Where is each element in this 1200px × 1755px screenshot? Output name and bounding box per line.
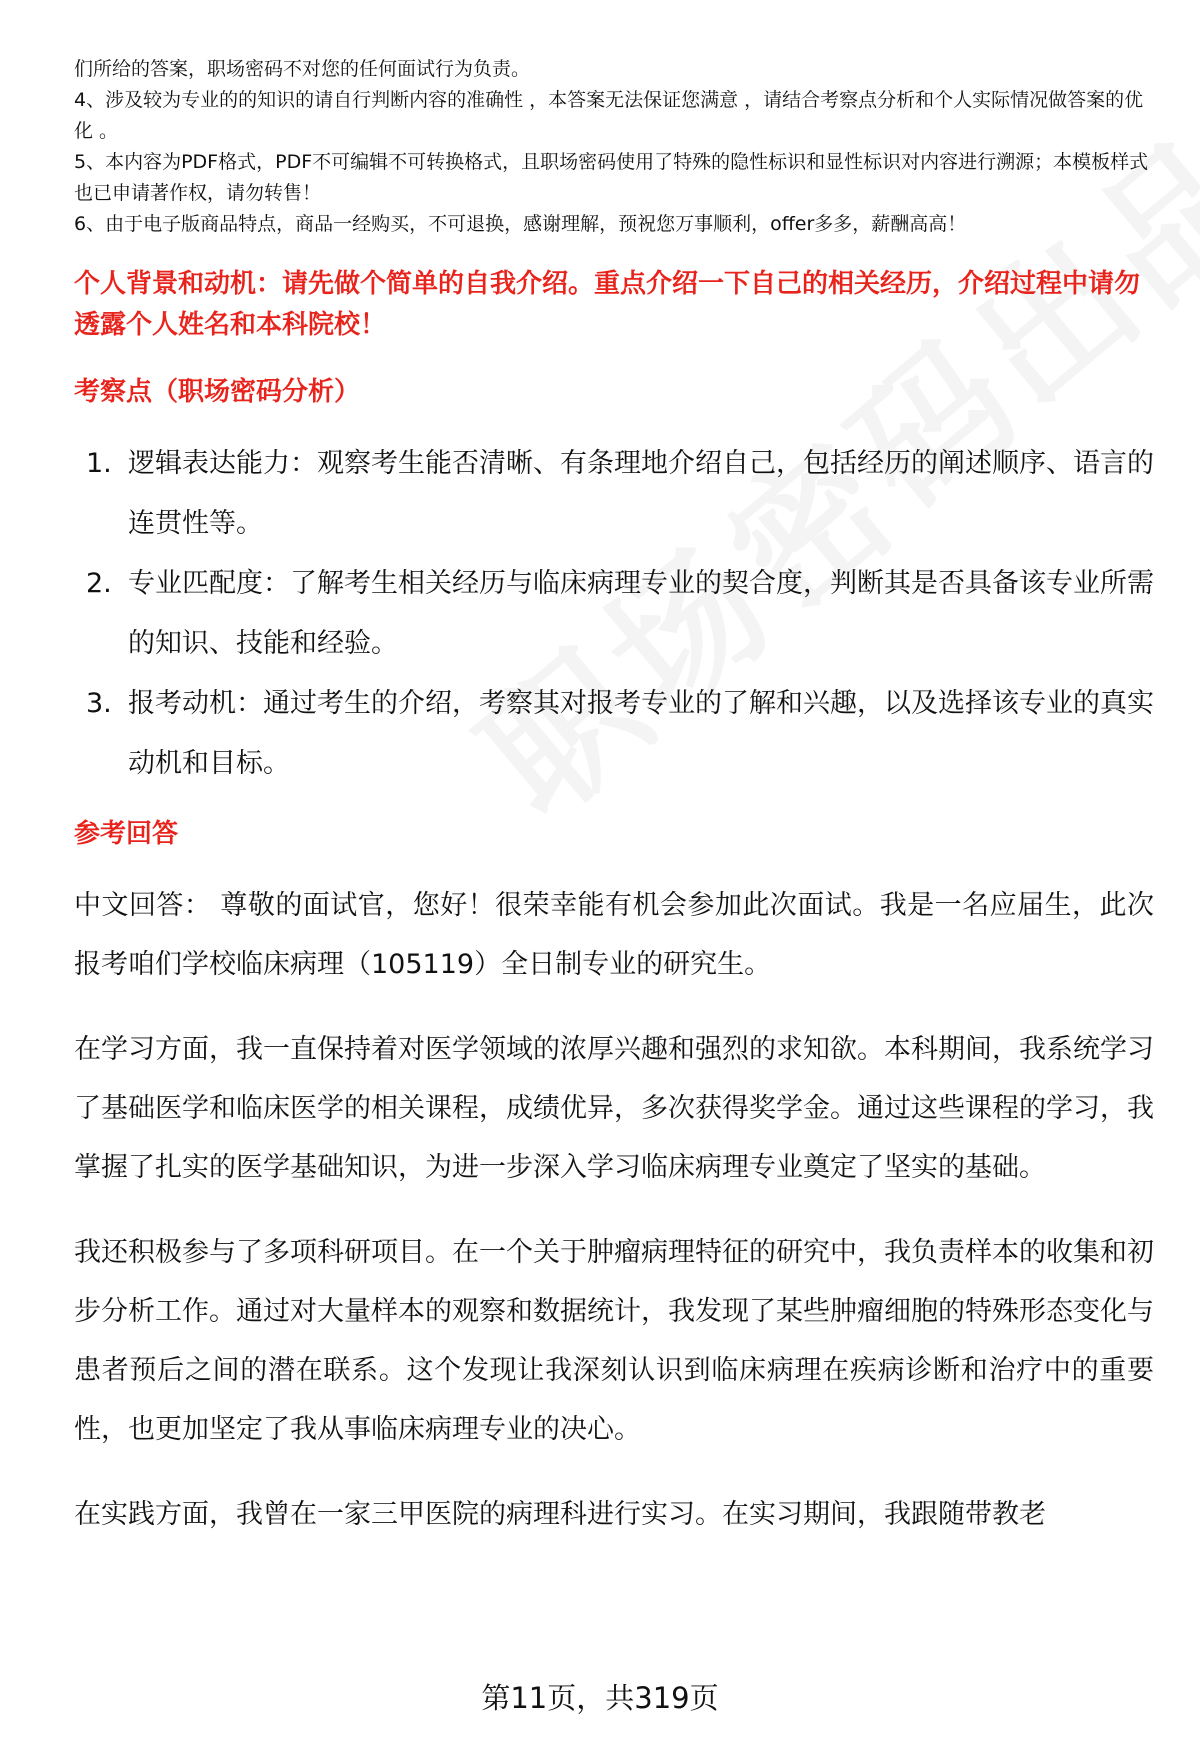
- note-line: 们所给的答案，职场密码不对您的任何面试行为负责。: [74, 58, 531, 80]
- note-line: 5、本内容为PDF格式，PDF不可编辑不可转换格式，且职场密码使用了特殊的隐性标识和显性标识对内容进行溯源；本模板样式也已申请著作权，请勿转售！: [74, 151, 1149, 204]
- notes-block: [74, 54, 1154, 240]
- note-line: 4、涉及较为专业的的知识的请自行判断内容的准确性 ，本答案无法保证您满意 ，请结合考察点分析和个人实际情况做答案的优化 。: [74, 89, 1144, 142]
- page-number-footer: 第11页，共319页: [481, 1681, 719, 1715]
- exam-point-item: [74, 434, 1154, 554]
- document-page: [74, 54, 1154, 1544]
- answer-paragraph: 在实践方面，我曾在一家三甲医院的病理科进行实习。在实习期间，我跟随带教老: [74, 1499, 1046, 1530]
- exam-point-text: 逻辑表达能力：观察考生能否清晰、有条理地介绍自己，包括经历的阐述顺序、语言的连贯性等。: [128, 448, 1154, 539]
- exam-points-list: [74, 434, 1154, 794]
- exam-point-number: 3.: [86, 688, 112, 719]
- exam-point-number: 2.: [86, 568, 112, 599]
- exam-point-number: 1.: [86, 448, 112, 479]
- exam-point-text: 专业匹配度：了解考生相关经历与临床病理专业的契合度，判断其是否具备该专业所需的知识、技能和经验。: [128, 568, 1154, 659]
- answer-paragraph: 中文回答： 尊敬的面试官，您好！很荣幸能有机会参加此次面试。我是一名应届生，此次报考咱们学校临床病理（105119）全日制专业的研究生。: [74, 890, 1154, 980]
- question-heading: 个人背景和动机：请先做个简单的自我介绍。重点介绍一下自己的相关经历，介绍过程中请勿透露个人姓名和本科院校！: [74, 269, 1141, 340]
- answer-paragraph: 我还积极参与了多项科研项目。在一个关于肿瘤病理特征的研究中，我负责样本的收集和初步分析工作。通过对大量样本的观察和数据统计，我发现了某些肿瘤细胞的特殊形态变化与患者预后之间的潜在联系。这个发现让我深刻认识到临床病理在疾病诊断和治疗中的重要性，也更加坚定了我从事临床病理专业的决心。: [74, 1237, 1154, 1445]
- exam-point-item: [74, 674, 1154, 794]
- answer-body: [74, 876, 1154, 1544]
- exam-point-item: [74, 554, 1154, 674]
- exam-point-text: 报考动机：通过考生的介绍，考察其对报考专业的了解和兴趣，以及选择该专业的真实动机和目标。: [128, 688, 1154, 779]
- note-line: 6、由于电子版商品特点，商品一经购买，不可退换，感谢理解，预祝您万事顺利，offer多多，薪酬高高！: [74, 213, 967, 235]
- exam-points-title: 考察点（职场密码分析）: [74, 377, 361, 407]
- answer-title: 参考回答: [74, 819, 179, 849]
- answer-paragraph: 在学习方面，我一直保持着对医学领域的浓厚兴趣和强烈的求知欲。本科期间，我系统学习了基础医学和临床医学的相关课程，成绩优异，多次获得奖学金。通过这些课程的学习，我掌握了扎实的医学基础知识，为进一步深入学习临床病理专业奠定了坚实的基础。: [74, 1034, 1154, 1183]
